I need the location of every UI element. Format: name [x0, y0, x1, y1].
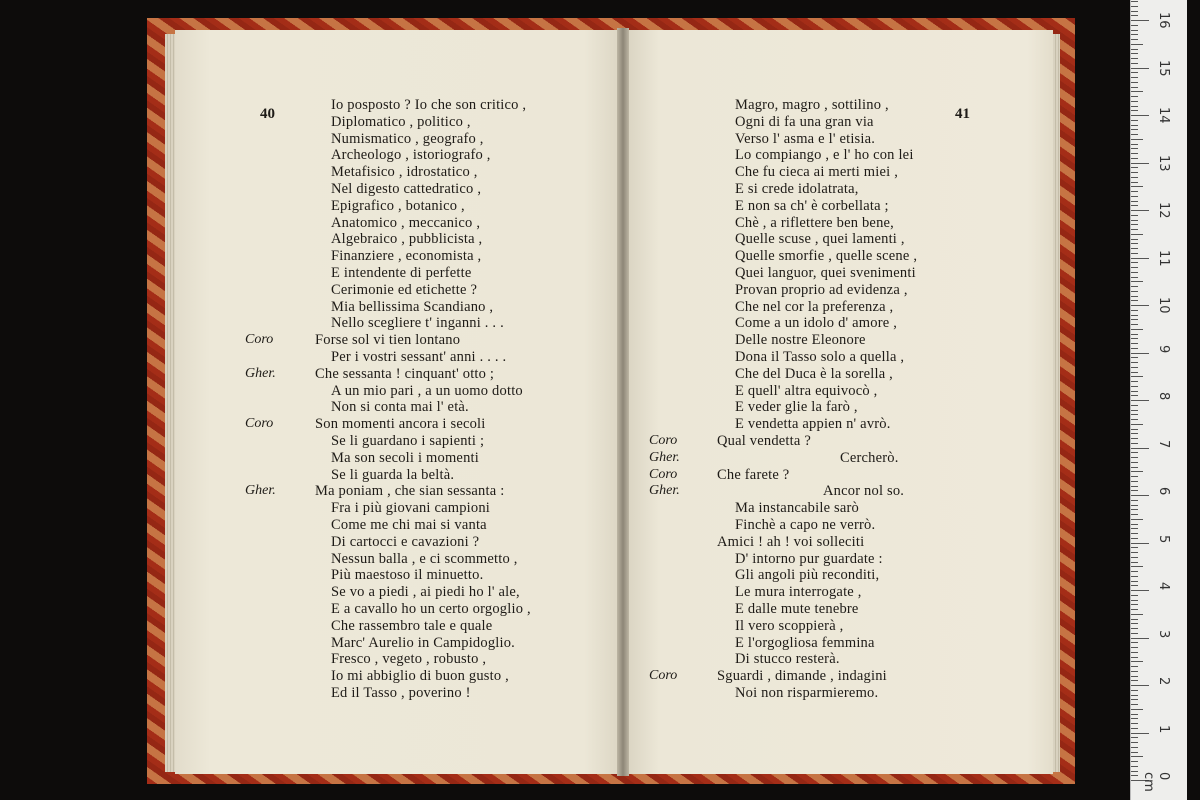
ruler-tick — [1131, 30, 1138, 31]
ruler-tick — [1131, 91, 1143, 92]
ruler-tick — [1131, 20, 1149, 21]
verse-line: Qual vendetta ? — [717, 433, 811, 449]
ruler-tick — [1131, 638, 1149, 639]
right-page — [625, 30, 1053, 774]
ruler-tick — [1131, 628, 1138, 629]
ruler-number: 4 — [1156, 582, 1171, 591]
ruler-number: 15 — [1156, 59, 1171, 77]
ruler-tick — [1131, 234, 1143, 235]
verse-line: Ogni di fa una gran via — [735, 113, 874, 130]
ruler-tick — [1131, 704, 1138, 705]
ruler-tick — [1131, 367, 1138, 368]
ruler-number: 11 — [1156, 249, 1171, 267]
verse-line: E dalle mute tenebre — [735, 601, 859, 617]
ruler-tick — [1131, 391, 1138, 392]
ruler-tick — [1131, 538, 1138, 539]
ruler-tick — [1131, 357, 1138, 358]
ruler-tick — [1131, 177, 1138, 178]
verse-line: Nel digesto cattedratico , — [331, 181, 482, 197]
ruler-number: 14 — [1156, 107, 1171, 124]
ruler-tick — [1131, 737, 1138, 738]
verse-line: Forse sol vi tien lontano — [315, 332, 461, 349]
ruler-tick — [1131, 476, 1138, 477]
verse-line: Se li guarda la beltà. — [331, 466, 455, 483]
speaker-label: Gher. — [649, 449, 680, 465]
ruler-tick — [1131, 96, 1138, 97]
verse-line: Cerimonie ed etichette ? — [331, 281, 478, 298]
verse-line: Nello scegliere t' inganni . . . — [331, 315, 504, 332]
ruler-tick — [1131, 25, 1138, 26]
verse-line: Cercherò. — [840, 449, 899, 466]
page-number-right: 41 — [955, 106, 970, 122]
ruler-tick — [1131, 272, 1138, 273]
ruler-tick — [1131, 766, 1138, 767]
ruler-tick — [1131, 714, 1138, 715]
verse-line: Nessun balla , e ci scommetto , — [331, 550, 518, 567]
verse-line: Io mi abbiglio di buon gusto , — [331, 668, 509, 685]
verse-line: Archeologo , istoriografo , — [331, 147, 491, 164]
ruler-tick — [1131, 277, 1138, 278]
ruler-tick — [1131, 604, 1138, 605]
ruler-tick — [1131, 296, 1138, 297]
ruler-tick — [1131, 258, 1149, 259]
ruler-tick — [1131, 699, 1138, 700]
ruler-tick — [1131, 172, 1138, 173]
ruler-tick — [1131, 410, 1138, 411]
verse-line: Fresco , vegeto , robusto , — [331, 651, 487, 668]
ruler-tick — [1131, 490, 1138, 491]
ruler-tick — [1131, 163, 1149, 164]
ruler-tick — [1131, 343, 1138, 344]
ruler-tick — [1131, 581, 1138, 582]
verse-line: Che nel cor la preferenza , — [735, 298, 894, 315]
verse-line: Marc' Aurelio in Campidoglio. — [331, 634, 515, 651]
ruler-tick — [1131, 448, 1149, 449]
verse-line: E intendente di perfette — [331, 265, 472, 281]
verse-line: Metafisico , idrostatico , — [331, 164, 478, 181]
ruler-tick — [1131, 34, 1138, 35]
ruler-tick — [1131, 58, 1138, 59]
ruler-tick — [1131, 305, 1149, 306]
ruler-tick — [1131, 134, 1138, 135]
ruler-number: 1 — [1156, 724, 1171, 733]
ruler-tick — [1131, 771, 1138, 772]
ruler-tick — [1131, 220, 1138, 221]
ruler-tick — [1131, 72, 1138, 73]
ruler-number: 5 — [1156, 534, 1171, 543]
ruler-tick — [1131, 481, 1138, 482]
verse-line: Che fu cieca ai merti miei , — [735, 164, 899, 181]
left-page — [175, 30, 620, 774]
verse-line: Ma poniam , che sian sessanta : — [315, 483, 505, 500]
verse-line: Se li guardano i sapienti ; — [331, 433, 485, 449]
ruler-tick — [1131, 552, 1138, 553]
ruler-tick — [1131, 524, 1138, 525]
ruler-tick — [1131, 666, 1138, 667]
ruler-tick — [1131, 239, 1138, 240]
ruler-tick — [1131, 756, 1143, 757]
ruler-tick — [1131, 590, 1149, 591]
ruler-tick — [1131, 372, 1138, 373]
verse-line: Gli angoli più reconditi, — [735, 567, 880, 584]
ruler-tick — [1131, 547, 1138, 548]
verse-line: Se vo a piedi , ai piedi ho l' ale, — [331, 584, 520, 601]
ruler-tick — [1131, 642, 1138, 643]
verse-line: D' intorno pur guardate : — [735, 550, 883, 567]
ruler-tick — [1131, 690, 1138, 691]
ruler-tick — [1131, 11, 1138, 12]
ruler-tick — [1131, 53, 1138, 54]
verse-line: Per i vostri sessant' anni . . . . — [331, 349, 507, 365]
verse-line: Diplomatico , politico , — [331, 113, 471, 130]
ruler-tick — [1131, 229, 1138, 230]
ruler-tick — [1131, 348, 1138, 349]
ruler-tick — [1131, 695, 1138, 696]
ruler-tick — [1131, 248, 1138, 249]
verse-line: Che farete ? — [717, 466, 790, 483]
ruler-tick — [1131, 210, 1149, 211]
verse-line: Noi non risparmieremo. — [735, 685, 879, 701]
verse-line: Io posposto ? Io che son critico , — [331, 97, 527, 113]
verse-line: E veder glie la farò , — [735, 399, 858, 416]
ruler-number: 6 — [1156, 487, 1171, 496]
verse-line: Algebraico , pubblicista , — [331, 231, 483, 248]
ruler-tick — [1131, 1, 1138, 2]
ruler-tick — [1131, 319, 1138, 320]
ruler-tick — [1131, 571, 1138, 572]
ruler-tick — [1131, 115, 1149, 116]
ruler-tick — [1131, 557, 1138, 558]
ruler-tick — [1131, 718, 1138, 719]
verse-line: Dona il Tasso solo a quella , — [735, 349, 905, 365]
ruler-tick — [1131, 723, 1138, 724]
ruler-tick — [1131, 543, 1149, 544]
ruler-tick — [1131, 148, 1138, 149]
ruler-tick — [1131, 414, 1138, 415]
ruler-tick — [1131, 139, 1143, 140]
ruler-tick — [1131, 595, 1138, 596]
verse-line: Epigrafico , botanico , — [331, 197, 465, 214]
book-gutter — [617, 28, 629, 776]
verse-line: Ed il Tasso , poverino ! — [331, 685, 471, 701]
ruler-tick — [1131, 457, 1138, 458]
ruler-tick — [1131, 129, 1138, 130]
ruler-tick — [1131, 680, 1138, 681]
ruler-tick — [1131, 205, 1138, 206]
ruler-number: 0 cm — [1141, 772, 1171, 792]
ruler-tick — [1131, 486, 1138, 487]
verse-line: Quelle smorfie , quelle scene , — [735, 248, 918, 265]
ruler-number: 16 — [1156, 12, 1171, 29]
ruler-tick — [1131, 733, 1149, 734]
verse-line: Son momenti ancora i secoli — [315, 416, 486, 433]
ruler-number: 8 — [1156, 392, 1171, 401]
verse-line: Di stucco resterà. — [735, 651, 840, 668]
ruler-tick — [1131, 685, 1149, 686]
ruler-tick — [1131, 224, 1138, 225]
page-number-left: 40 — [260, 106, 275, 122]
ruler-tick — [1131, 619, 1138, 620]
ruler-tick — [1131, 405, 1138, 406]
ruler-tick — [1131, 623, 1138, 624]
verse-line: Ma instancabile sarò — [735, 500, 859, 517]
ruler-tick — [1131, 77, 1138, 78]
ruler-number: 10 — [1156, 297, 1171, 314]
speaker-label: Coro — [649, 668, 678, 684]
verse-line: Che del Duca è la sorella , — [735, 365, 893, 382]
ruler-tick — [1131, 15, 1138, 16]
ruler-tick — [1131, 661, 1143, 662]
ruler-tick — [1131, 747, 1138, 748]
ruler-tick — [1131, 438, 1138, 439]
verse-line: Ancor nol so. — [823, 483, 905, 500]
ruler-tick — [1131, 329, 1143, 330]
ruler-number: 9 — [1156, 344, 1171, 353]
ruler-number: 3 — [1156, 629, 1171, 638]
ruler-number: 7 — [1156, 439, 1171, 448]
verse-line: E non sa ch' è corbellata ; — [735, 197, 889, 214]
ruler-tick — [1131, 186, 1143, 187]
ruler-tick — [1131, 191, 1138, 192]
ruler-tick — [1131, 452, 1138, 453]
ruler-tick — [1131, 585, 1138, 586]
ruler-tick — [1131, 471, 1143, 472]
ruler-tick — [1131, 353, 1149, 354]
ruler-tick — [1131, 742, 1138, 743]
verse-line: Quelle scuse , quei lamenti , — [735, 231, 905, 248]
ruler-tick — [1131, 291, 1138, 292]
verse-line: Lo compiango , e l' ho con lei — [735, 147, 914, 164]
ruler-tick — [1131, 775, 1138, 776]
verse-line: Che sessanta ! cinquant' otto ; — [315, 365, 495, 382]
ruler-number: 2 — [1156, 677, 1171, 686]
ruler-tick — [1131, 614, 1143, 615]
ruler-tick — [1131, 443, 1138, 444]
ruler-tick — [1131, 395, 1138, 396]
speaker-label: Coro — [649, 433, 678, 448]
verse-line: Quei languor, quei svenimenti — [735, 265, 916, 281]
ruler-tick — [1131, 433, 1138, 434]
ruler-tick — [1131, 566, 1143, 567]
verse-line: Mia bellissima Scandiano , — [331, 298, 494, 315]
verse-line: Finanziere , economista , — [331, 248, 482, 265]
verse-line: Il vero scoppierà , — [735, 617, 844, 634]
ruler-tick — [1131, 462, 1138, 463]
ruler-tick — [1131, 286, 1138, 287]
ruler-tick — [1131, 44, 1143, 45]
ruler-tick — [1131, 533, 1138, 534]
verse-line: Che rassembro tale e quale — [331, 617, 493, 634]
ruler-tick — [1131, 728, 1138, 729]
verse-line: Numismatico , geografo , — [331, 130, 484, 147]
ruler-tick — [1131, 761, 1138, 762]
ruler-tick — [1131, 376, 1143, 377]
ruler-tick — [1131, 600, 1138, 601]
verse-line: E vendetta appien n' avrò. — [735, 416, 891, 433]
ruler-tick — [1131, 647, 1138, 648]
ruler-tick — [1131, 144, 1138, 145]
verse-line: Sguardi , dimande , indagini — [717, 668, 887, 685]
ruler-tick — [1131, 158, 1138, 159]
ruler-tick — [1131, 671, 1138, 672]
ruler-tick — [1131, 424, 1143, 425]
verse-line: Chè , a riflettere ben bene, — [735, 214, 894, 231]
verse-line: Più maestoso il minuetto. — [331, 567, 484, 584]
ruler-tick — [1131, 63, 1138, 64]
verse-line: E quell' altra equivocò , — [735, 382, 878, 399]
speaker-label: Gher. — [649, 483, 680, 499]
verse-line: Verso l' asma e l' etisia. — [735, 130, 876, 147]
ruler-tick — [1131, 467, 1138, 468]
ruler-tick — [1131, 386, 1138, 387]
ruler-tick — [1131, 253, 1138, 254]
ruler-tick — [1131, 201, 1138, 202]
verse-line: Come me chi mai si vanta — [331, 517, 487, 533]
ruler-number: 13 — [1156, 154, 1171, 172]
ruler-tick — [1131, 633, 1138, 634]
verse-line: A un mio pari , a un uomo dotto — [331, 382, 523, 399]
ruler-tick — [1131, 153, 1138, 154]
ruler-tick — [1131, 362, 1138, 363]
ruler-tick — [1131, 324, 1138, 325]
ruler-tick — [1131, 419, 1138, 420]
ruler-tick — [1131, 300, 1138, 301]
speaker-label: Gher. — [245, 365, 276, 381]
ruler-tick — [1131, 429, 1138, 430]
ruler-tick — [1131, 182, 1138, 183]
ruler-tick — [1131, 676, 1138, 677]
ruler-tick — [1131, 125, 1138, 126]
ruler-tick — [1131, 509, 1138, 510]
ruler-tick — [1131, 495, 1149, 496]
ruler-tick — [1131, 167, 1138, 168]
ruler-tick — [1131, 519, 1143, 520]
verse-line: E a cavallo ho un certo orgoglio , — [331, 601, 531, 617]
ruler-tick — [1131, 752, 1138, 753]
ruler-tick — [1131, 68, 1149, 69]
verse-line: Anatomico , meccanico , — [331, 214, 481, 231]
measuring-ruler — [1130, 0, 1187, 800]
ruler-tick — [1131, 6, 1138, 7]
ruler-tick — [1131, 709, 1143, 710]
verse-line: Provan proprio ad evidenza , — [735, 281, 908, 298]
ruler-number: 12 — [1156, 202, 1171, 219]
verse-line: Come a un idolo d' amore , — [735, 315, 898, 332]
ruler-tick — [1131, 657, 1138, 658]
verse-line: E l'orgogliosa femmina — [735, 634, 875, 651]
ruler-tick — [1131, 281, 1143, 282]
ruler-tick — [1131, 243, 1138, 244]
ruler-tick — [1131, 262, 1138, 263]
ruler-tick — [1131, 528, 1138, 529]
speaker-label: Coro — [649, 466, 678, 482]
ruler-tick — [1131, 338, 1138, 339]
ruler-tick — [1131, 82, 1138, 83]
ruler-tick — [1131, 652, 1138, 653]
speaker-label: Gher. — [245, 483, 276, 499]
ruler-tick — [1131, 196, 1138, 197]
ruler-tick — [1131, 101, 1138, 102]
ruler-tick — [1131, 315, 1138, 316]
verse-line: Le mura interrogate , — [735, 584, 862, 601]
speaker-label: Coro — [245, 416, 274, 432]
ruler-tick — [1131, 267, 1138, 268]
ruler-tick — [1131, 87, 1138, 88]
verse-line: Magro, magro , sottilino , — [735, 97, 889, 113]
ruler-tick — [1131, 576, 1138, 577]
verse-line: Amici ! ah ! voi solleciti — [717, 533, 865, 550]
ruler-tick — [1131, 49, 1138, 50]
ruler-tick — [1131, 310, 1138, 311]
ruler-tick — [1131, 215, 1138, 216]
ruler-tick — [1131, 562, 1138, 563]
ruler-tick — [1131, 505, 1138, 506]
ruler-tick — [1131, 381, 1138, 382]
ruler-tick — [1131, 106, 1138, 107]
ruler-tick — [1131, 120, 1138, 121]
ruler-tick — [1131, 110, 1138, 111]
ruler-tick — [1131, 334, 1138, 335]
verse-line: Non si conta mai l' età. — [331, 399, 469, 416]
verse-line: E si crede idolatrata, — [735, 181, 859, 197]
ruler-tick — [1131, 609, 1138, 610]
verse-line: Finchè a capo ne verrò. — [735, 517, 876, 533]
verse-line: Delle nostre Eleonore — [735, 332, 866, 349]
ruler-tick — [1131, 514, 1138, 515]
ruler-tick — [1131, 39, 1138, 40]
ruler-tick — [1131, 400, 1149, 401]
speaker-label: Coro — [245, 332, 274, 348]
ruler-tick — [1131, 500, 1138, 501]
verse-line: Di cartocci e cavazioni ? — [331, 533, 480, 550]
verse-line: Fra i più giovani campioni — [331, 500, 491, 517]
verse-line: Ma son secoli i momenti — [331, 449, 479, 466]
